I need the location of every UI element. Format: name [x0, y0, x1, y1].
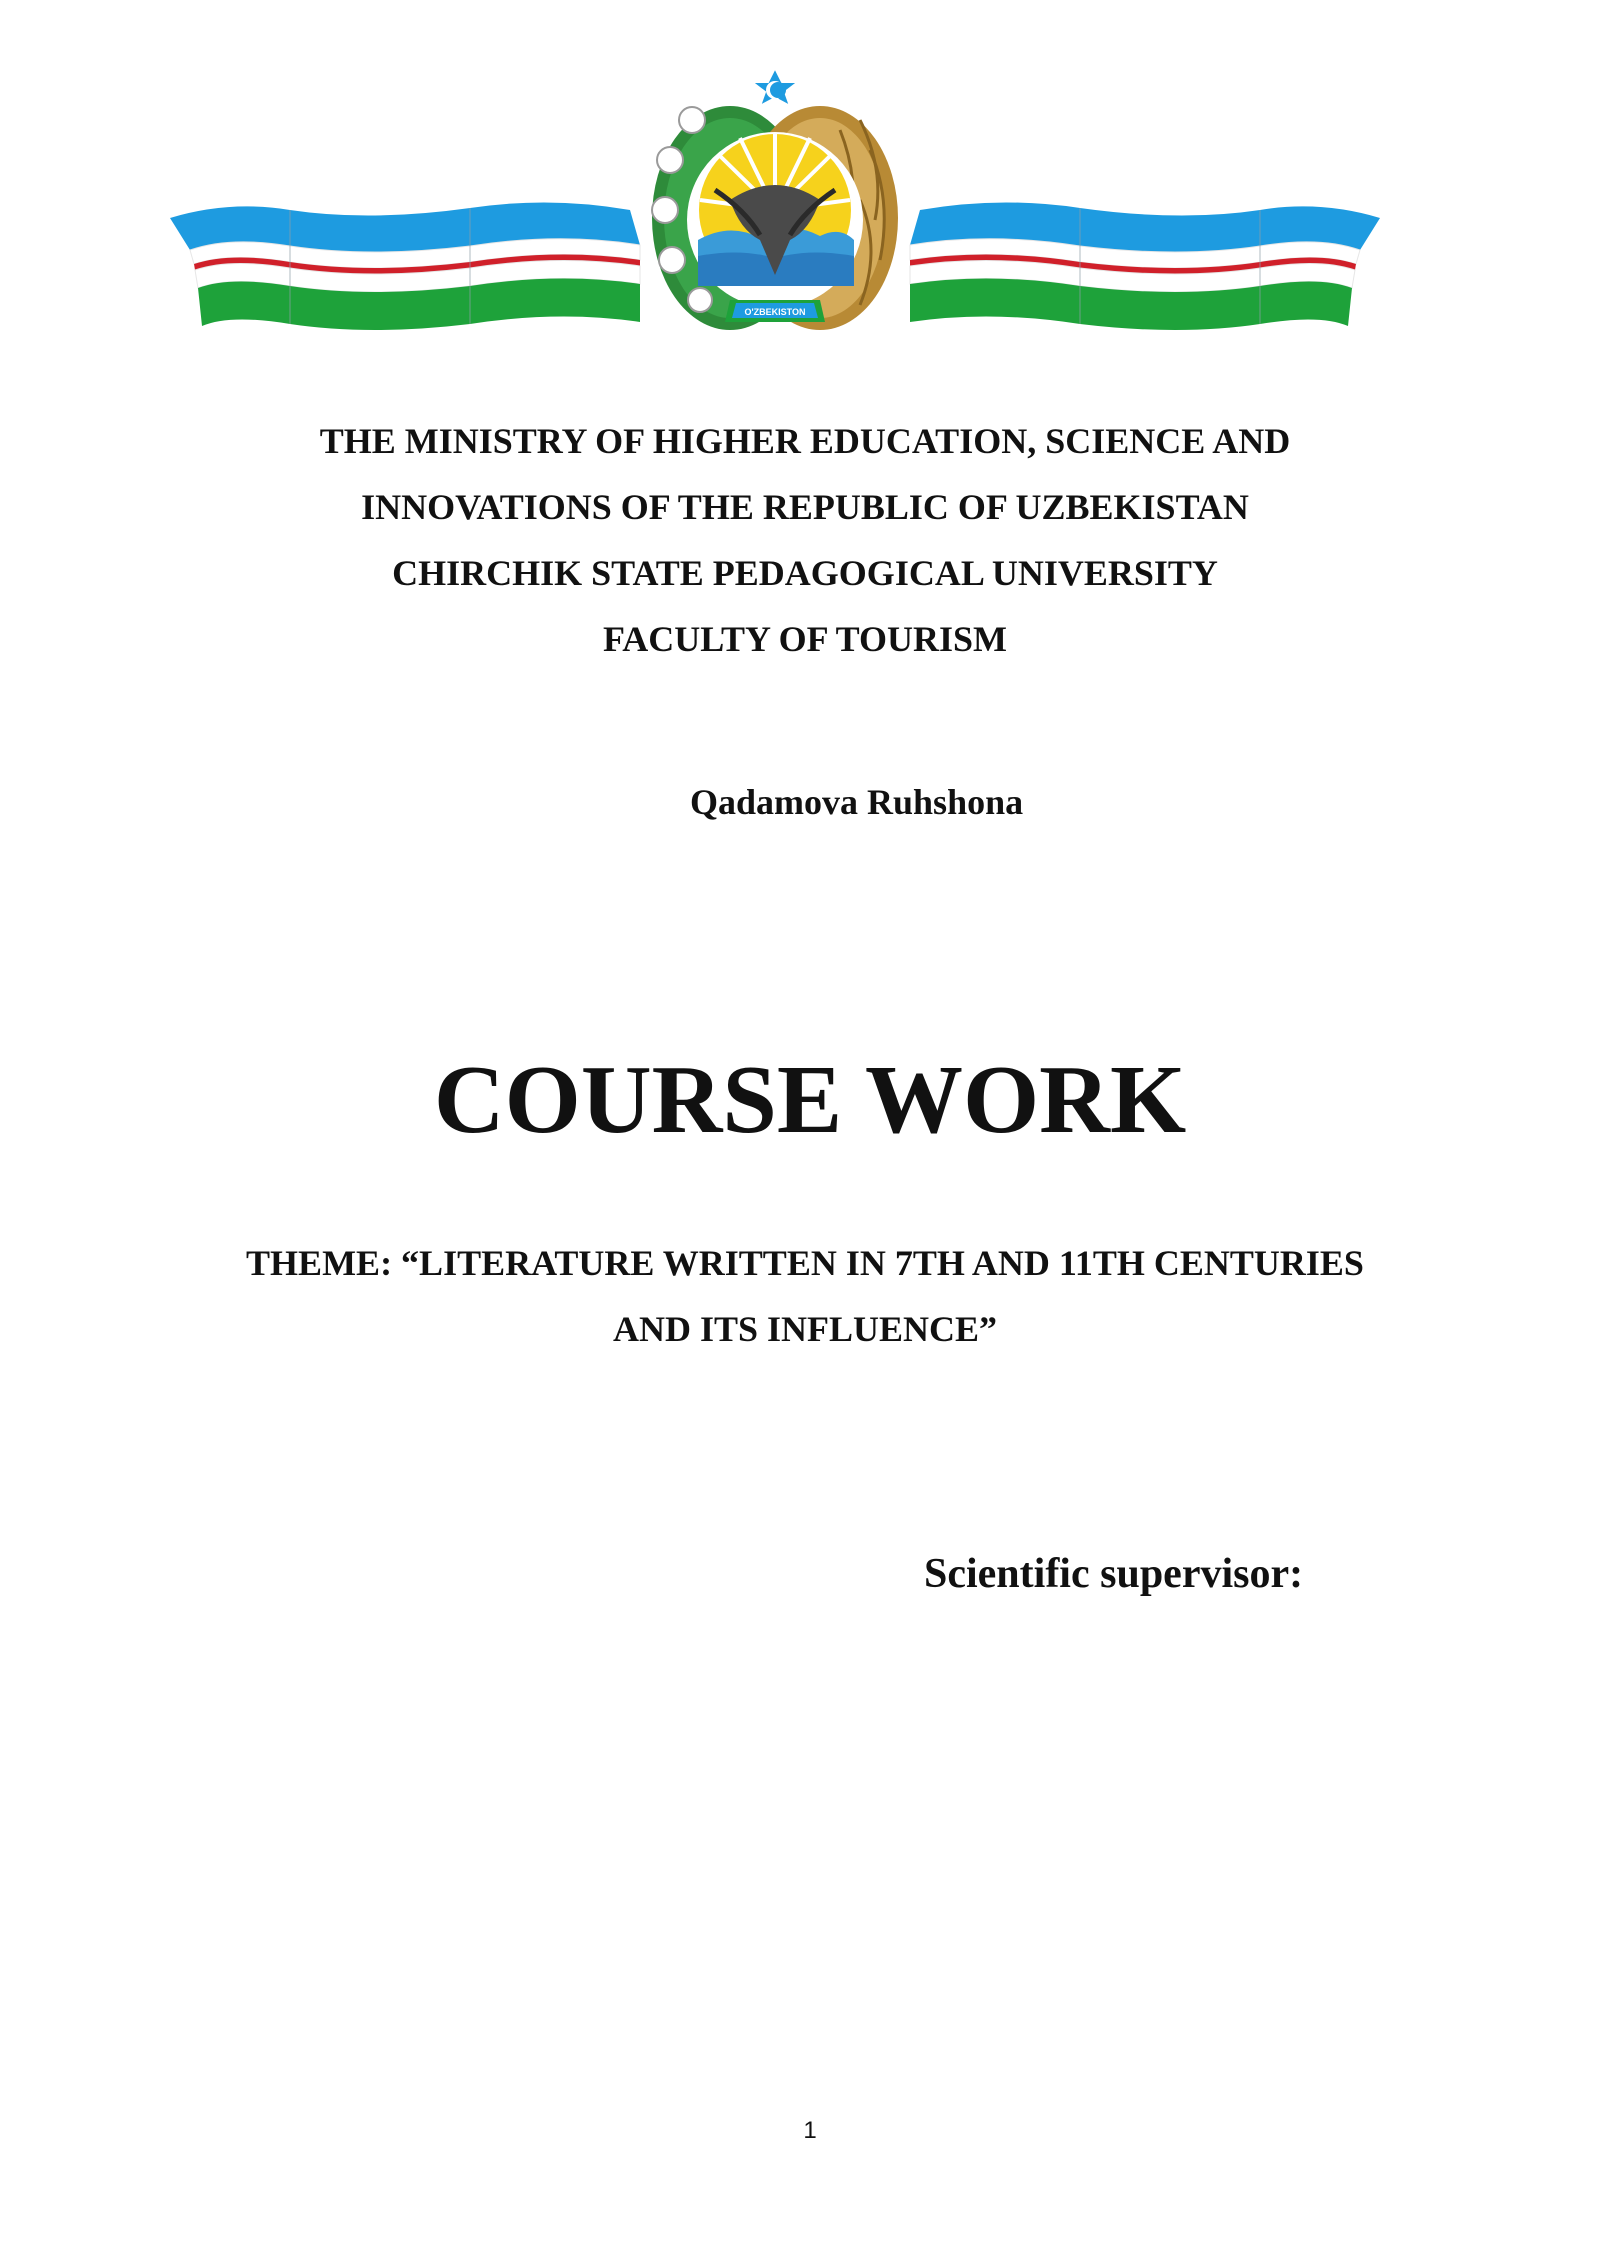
coat-of-arms — [652, 68, 898, 330]
header-line-ministry-2: INNOVATIONS OF THE REPUBLIC OF UZBEKISTAN — [361, 487, 1249, 527]
supervisor-label: Scientific supervisor: — [924, 1551, 1304, 1597]
student-name: Qadamova Ruhshona — [690, 782, 1024, 822]
emblem-ribbon-text: O'ZBEKISTON — [744, 307, 806, 317]
page-number: 1 — [803, 2117, 817, 2144]
flag-ribbon-left — [170, 202, 640, 330]
state-emblem-icon — [170, 60, 1380, 340]
emblem-banner — [170, 60, 1380, 340]
theme-line-1: THEME: “LITERATURE WRITTEN IN 7TH AND 11TH CENTURIES — [246, 1243, 1364, 1283]
flag-ribbon-right — [910, 202, 1380, 330]
document-title: COURSE WORK — [433, 1046, 1187, 1154]
theme-block — [0, 1230, 1600, 1362]
header-line-ministry-1: THE MINISTRY OF HIGHER EDUCATION, SCIENCE AND — [319, 421, 1291, 461]
institution-header — [0, 408, 1600, 672]
theme-line-2: AND ITS INFLUENCE” — [612, 1309, 998, 1349]
header-line-university: CHIRCHIK STATE PEDAGOGICAL UNIVERSITY — [392, 553, 1218, 593]
header-line-faculty: FACULTY OF TOURISM — [602, 619, 1008, 659]
